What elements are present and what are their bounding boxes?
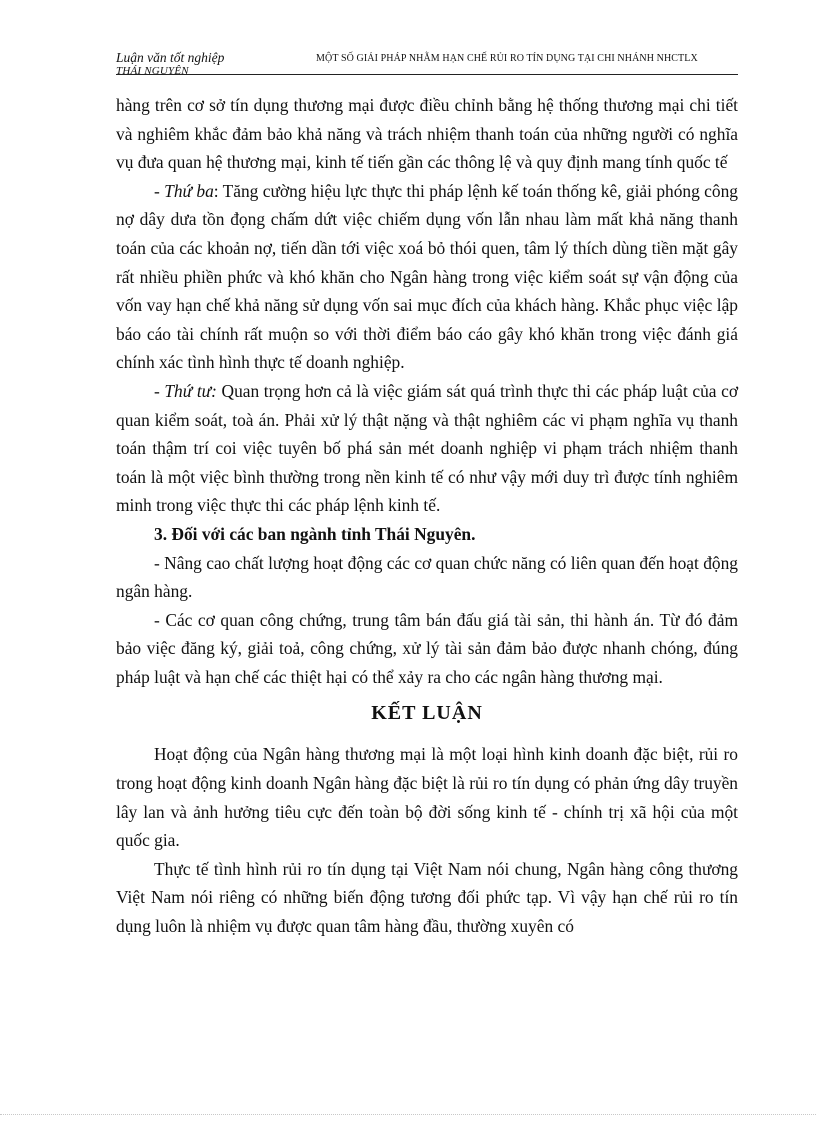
paragraph-conclusion-2: Thực tế tình hình rủi ro tín dụng tại Việt Nam nói chung, Ngân hàng công thương Việt Nam nói riêng có những biến động tương đối phức tạp. Vì vậy hạn chế rủi ro tín dụng luôn là nhiệm vụ được quan tâm hàng đầu, thường xuyên có — [116, 858, 738, 937]
paragraph-thu-ba: - Thứ ba: Tăng cường hiệu lực thực thi pháp lệnh kế toán thống kê, giải phóng công nợ dây dưa tồn đọng chấm dứt việc chiếm dụng vốn lẫn nhau làm mất khả năng thanh toán của các khoản nợ, tiến dần tới việc xoá bỏ thói quen, tâm lý thích dùng tiền mặt gây rất nhiều phiền phức và khó khăn cho Ngân hàng trong việc kiểm soát sự vận động của vốn vay hạn chế khả năng sử dụng vốn sai mục đích của khách hàng. Khắc phục việc lập báo cáo tài chính rất muộn so với thời điểm báo cáo gây khó khăn trong việc đánh giá chính xác tình hình thực tế doanh nghiệp. — [116, 180, 738, 373]
header-thesis-label: Luận văn tốt nghiệp — [116, 50, 225, 65]
page-header — [116, 46, 738, 76]
conclusion-title: KẾT LUẬN — [371, 702, 483, 725]
paragraph-continuation: hàng trên cơ sở tín dụng thương mại được điều chỉnh bằng hệ thống thương mại chi tiết và nghiêm khắc đảm bảo khả năng và trách nhiệm thanh toán của những người có nghĩa vụ đưa quan hệ thương mại, kinh tế tiến gần các thông lệ và quy định mang tính quốc tế — [116, 95, 738, 173]
paragraph-nang-cao: - Nâng cao chất lượng hoạt động các cơ quan chức năng có liên quan đến hoạt động ngân hàng. — [116, 552, 738, 602]
paragraph-thu-tu: - Thứ tư: Quan trọng hơn cả là việc giám sát quá trình thực thi các pháp luật của cơ quan kiểm soát, toà án. Phải xử lý thật nặng và thật nghiêm các vi phạm nghĩa vụ thanh toán thậm trí coi việc tuyên bố phá sản mét doanh nghiệp vi phạm trách nhiệm thanh toán là một việc bình thường trong nền kinh tế có như vậy mới duy trì được tính nghiêm minh trong việc thực thi các pháp lệnh kinh tế. — [116, 380, 739, 516]
header-document-title: MỘT SỐ GIẢI PHÁP NHẰM HẠN CHẾ RỦI RO TÍN DỤNG TẠI CHI NHÁNH NHCTLX — [316, 53, 698, 64]
thu-tu-text: Quan trọng hơn cả là việc giám sát quá trình thực thi các pháp luật của cơ quan kiểm soát, toà án. Phải xử lý thật nặng và thật nghiêm các vi phạm nghĩa vụ thanh toán thậm trí coi việc tuyên bố phá sản mét doanh nghiệp vi phạm trách nhiệm thanh toán là một việc bình thường trong nền kinh tế có như vậy mới duy trì được tính nghiêm minh trong việc thực thi các pháp lệnh kinh tế. — [116, 380, 739, 516]
paragraph-co-quan: - Các cơ quan công chứng, trung tâm bán đấu giá tài sản, thi hành án. Từ đó đảm bảo việc đăng ký, giải toả, công chứng, xử lý tài sản đảm bảo được nhanh chóng, đúng pháp luật và hạn chế các thiệt hại có thể xảy ra cho các ngân hàng thương mại. — [116, 609, 738, 687]
thu-ba-label: Thứ ba — [164, 180, 214, 201]
header-location: THÁI NGUYÊN — [116, 65, 189, 77]
page-body — [116, 91, 738, 941]
page-bottom-border — [0, 1114, 816, 1115]
paragraph-conclusion-1: Hoạt động của Ngân hàng thương mại là một loại hình kinh doanh đặc biệt, rủi ro trong hoạt động kinh doanh Ngân hàng đặc biệt là rủi ro tín dụng có phản ứng dây truyền lây lan và ảnh hưởng tiêu cực đến toàn bộ đời sống kinh tế - chính trị xã hội của một quốc gia. — [116, 744, 738, 851]
thu-ba-text: : Tăng cường hiệu lực thực thi pháp lệnh kế toán thống kê, giải phóng công nợ dây dưa tồn đọng chấm dứt việc chiếm dụng vốn lẫn nhau làm mất khả năng thanh toán của các khoản nợ, tiến dần tới việc xoá bỏ thói quen, tâm lý thích dùng tiền mặt gây rất nhiều phiền phức và khó khăn cho Ngân hàng trong việc kiểm soát sự vận động của vốn vay hạn chế khả năng sử dụng vốn sai mục đích của khách hàng. Khắc phục việc lập báo cáo tài chính rất muộn so với thời điểm báo cáo gây khó khăn trong việc đánh giá chính xác tình hình thực tế doanh nghiệp. — [116, 180, 738, 373]
header-divider — [116, 74, 738, 75]
thu-tu-label: Thứ tư: — [164, 380, 217, 401]
section-heading-3: 3. Đối với các ban ngành tỉnh Thái Nguyên. — [154, 523, 476, 544]
